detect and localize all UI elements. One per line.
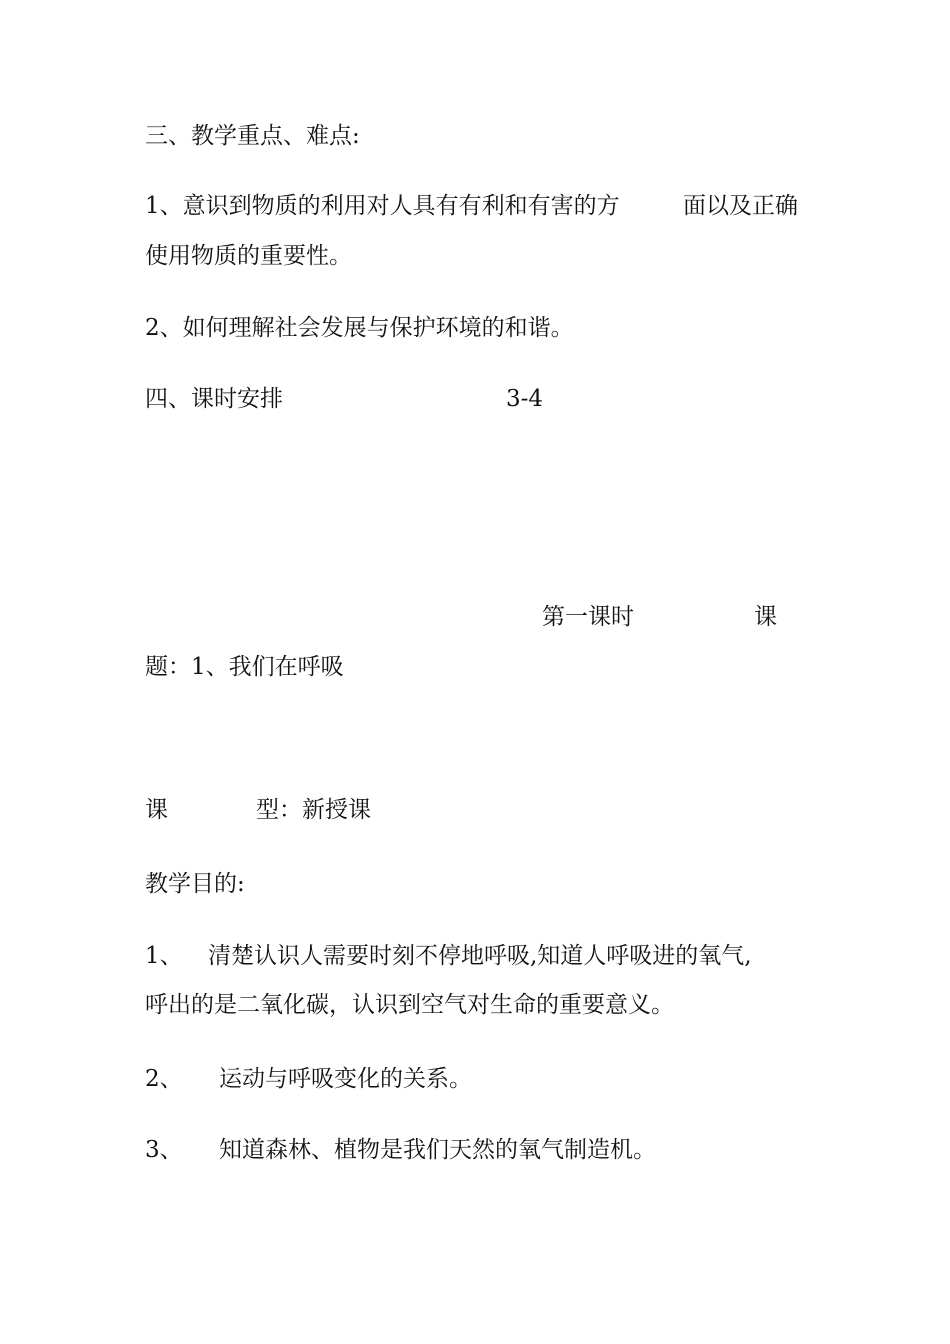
type-label: 课 — [145, 797, 168, 823]
obj2-text: 运动与呼吸变化的关系。 — [219, 1066, 472, 1092]
type-value: 型：新授课 — [256, 797, 371, 823]
topic-label-start: 课 — [754, 604, 777, 630]
obj1-line2: 呼出的是二氧化碳，认识到空气对生命的重要意义。 — [145, 992, 674, 1018]
point1-part-a: 1、意识到物质的利用对人具有有利和有害的方 — [145, 193, 620, 219]
point1-part-b: 面以及正确 — [683, 193, 798, 219]
obj3-text: 知道森林、植物是我们天然的氧气制造机。 — [219, 1137, 656, 1163]
section4-label: 四、课时安排 — [145, 386, 283, 412]
obj2-number: 2、 — [145, 1066, 183, 1092]
obj1-line1: 清楚认识人需要时刻不停地呼吸,知道人呼吸进的氧气, — [208, 943, 752, 969]
topic-line: 题：1、我们在呼吸 — [145, 654, 344, 680]
section4-value: 3-4 — [506, 386, 544, 412]
obj3-number: 3、 — [145, 1137, 183, 1163]
objectives-heading: 教学目的: — [145, 871, 245, 897]
obj1-number: 1、 — [145, 943, 183, 969]
lesson-label: 第一课时 — [542, 604, 634, 630]
section3-heading: 三、教学重点、难点: — [145, 123, 360, 149]
point1-line2: 使用物质的重要性。 — [145, 243, 352, 269]
point2: 2、如何理解社会发展与保护环境的和谐。 — [145, 315, 574, 341]
